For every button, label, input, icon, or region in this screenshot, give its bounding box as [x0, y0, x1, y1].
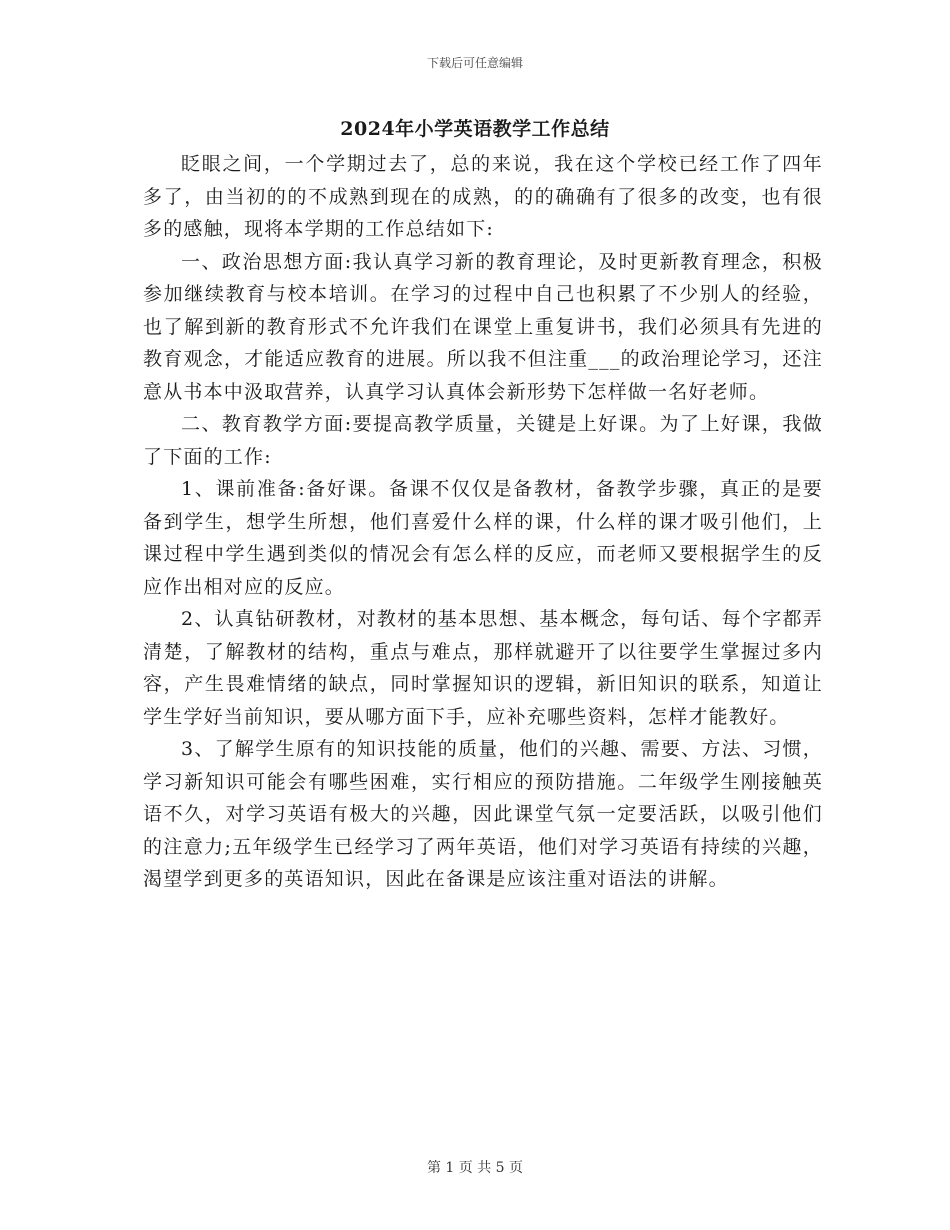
paragraph-study-textbook: 2、认真钻研教材，对教材的基本思想、基本概念，每句话、每个字都弄清楚，了解教材的结构，重点与难点，那样就避开了以往要学生掌握过多内容，产生畏难情绪的缺点，同时掌握知识的逻辑，新旧知识的联系，知道让学生学好当前知识，要从哪方面下手，应补充哪些资料，怎样才能教好。 [143, 608, 823, 728]
document-body [143, 148, 823, 896]
header-note: 下载后可任意编辑 [426, 56, 523, 70]
paragraph-political-thought: 一、政治思想方面:我认真学习新的教育理论，及时更新教育理念，积极参加继续教育与校本培训。在学习的过程中自己也积累了不少别人的经验，也了解到新的教育形式不允许我们在课堂上重复讲书，我们必须具有先进的教育观念，才能适应教育的进展。所以我不但注重___的政治理论学习，还注意从书本中汲取营养，认真学习认真体会新形势下怎样做一名好老师。 [143, 250, 823, 403]
paragraph-understand-students: 3、了解学生原有的知识技能的质量，他们的兴趣、需要、方法、习惯，学习新知识可能会有哪些困难，实行相应的预防措施。二年级学生刚接触英语不久，对学习英语有极大的兴趣，因此课堂气氛一定要活跃，以吸引他们的注意力;五年级学生已经学习了两年英语，他们对学习英语有持续的兴趣，渴望学到更多的英语知识，因此在备课是应该注重对语法的讲解。 [143, 738, 823, 890]
paragraph-lesson-prep: 1、课前准备:备好课。备课不仅仅是备教材，备教学步骤，真正的是要备到学生，想学生所想，他们喜爱什么样的课，什么样的课才吸引他们，上课过程中学生遇到类似的情况会有怎么样的反应，而老师又要根据学生的反应作出相对应的反应。 [143, 478, 823, 598]
document-title: 2024年小学英语教学工作总结 [340, 118, 610, 140]
paragraph-intro: 眨眼之间，一个学期过去了，总的来说，我在这个学校已经工作了四年多了，由当初的的不成熟到现在的成熟，的的确确有了很多的改变，也有很多的感触，现将本学期的工作总结如下: [143, 153, 823, 240]
paragraph-teaching-intro: 二、教育教学方面:要提高教学质量，关键是上好课。为了上好课，我做了下面的工作: [143, 413, 823, 468]
page-number: 第 1 页 共 5 页 [426, 1160, 524, 1176]
